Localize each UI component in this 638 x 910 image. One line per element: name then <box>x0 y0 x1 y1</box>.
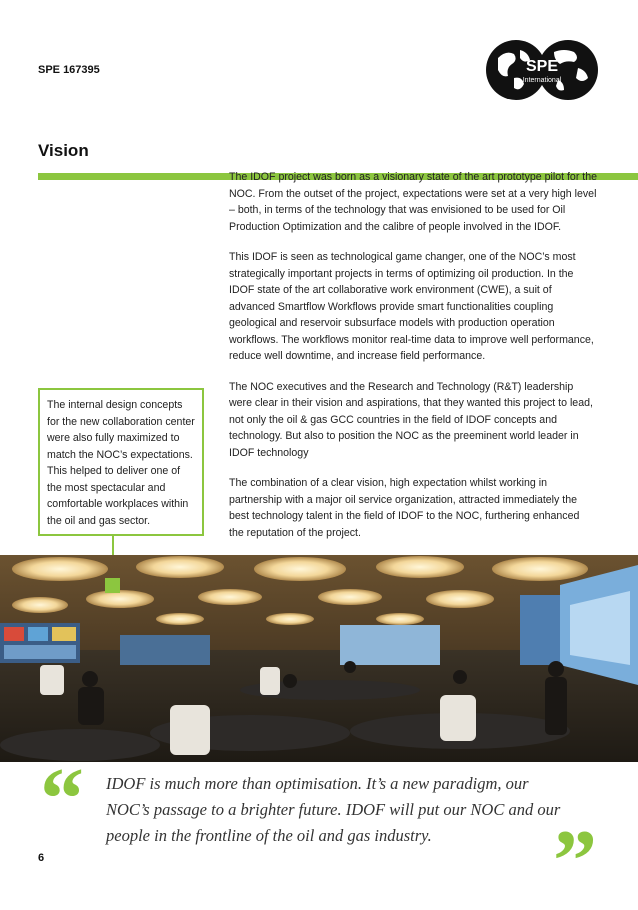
body-paragraph: This IDOF is seen as technological game changer, one of the NOC’s most strategically important projects in terms of optimizing oil production. In the IDOF state of the art collaborative work environment (CWE), a suit of advanced Smartflow Workflows provide smart functionalities coupling geological and reservoir subsurface models with production operation workflows. The workflows monitor real-time data to improve well performance, reduce well downtime, and increase field performance. <box>229 251 594 362</box>
callout-text: The internal design concepts for the new collaboration center were also fully maximized to match the NOC’s expectations. This helped to deliver one of the most spectacular and comfortable workplaces within the oil and gas sector. <box>47 399 195 527</box>
section-title: Vision <box>38 141 89 160</box>
body-paragraph: The IDOF project was born as a visionary state of the art prototype pilot for the NOC. From the outset of the project, expectations were set at a very high level – both, in terms of the technology that was envisioned to be used for Oil Production Optimization and the calibre of people involved in the IDOF. <box>229 171 598 233</box>
body-paragraph: The NOC executives and the Research and Technology (R&T) leadership were clear in their vision and aspirations, that they wanted this project to lead, not only the oil & gas GCC countries in the field of IDOF concepts and technology. But also to position the NOC as the preeminent world leader in IDOF technology <box>229 380 593 459</box>
close-quote-mark: ” <box>553 813 597 910</box>
spe-international-logo <box>484 38 600 102</box>
page-number: 6 <box>38 852 45 864</box>
callout-node <box>105 578 120 593</box>
body-text <box>229 169 597 555</box>
document-id: SPE 167395 <box>38 64 100 76</box>
callout-box <box>38 388 204 536</box>
pull-quote: IDOF is much more than optimisation. It’s a new paradigm, our NOC’s passage to a brighter future. IDOF will put our NOC and our people in the frontline of the oil and gas industry. <box>106 774 561 845</box>
open-quote-mark: “ <box>40 751 84 848</box>
control-room-photo <box>0 555 638 762</box>
body-paragraph: The combination of a clear vision, high expectation whilst working in partnership with a major oil service organization, attracted immediately the best technology talent in the field of IDOF to the NOC, furthering enhanced the reputation of the project. <box>229 477 580 539</box>
logo-sub-text: International <box>522 77 562 84</box>
logo-main-text: SPE <box>525 58 559 75</box>
